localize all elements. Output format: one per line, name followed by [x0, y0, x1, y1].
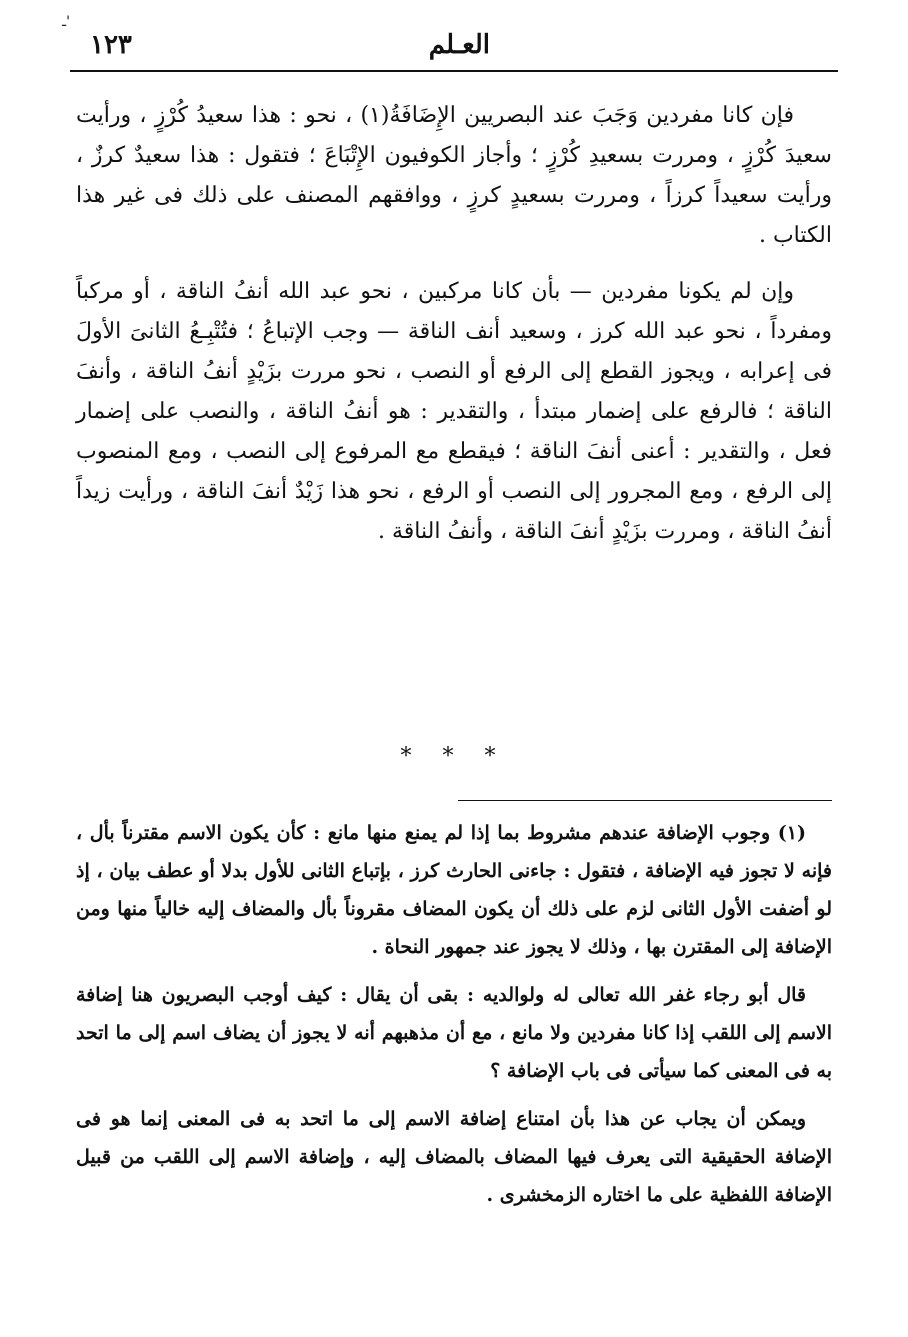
section-separator: * * *	[400, 744, 508, 769]
footnote-answer: ويمكن أن يجاب عن هذا بأن امتناع إضافة الاسم إلى ما اتحد به فى المعنى إنما هو فى الإضافة الحقيقية التى يعرف فيها المضاف بالمضاف إليه ، وإضافة الاسم إلى اللقب من قبيل الإضافة اللفظية على ما اختاره الزمخشرى .	[76, 1108, 832, 1206]
corner-mark: ـ'	[62, 14, 70, 30]
running-title: العـلم	[428, 30, 490, 60]
paragraph-2: وإن لم يكونا مفردين — بأن كانا مركبين ، نحو عبد الله أنفُ الناقة ، أو مركباً ومفرداً ، نحو عبد الله كرز ، وسعيد أنف الناقة — وجب الإتباعُ ؛ فتُتْبِـعُ الثانىَ الأولَ فى إعرابه ، ويجوز القطع إلى الرفع أو النصب ، نحو مررت بزَيْدٍ أنفُ الناقة ، وأنفَ الناقة ؛ فالرفع على إضمار مبتدأ ، والتقدير : هو أنفُ الناقة ، والنصب على إضمار فعل ، والتقدير : أعنى أنفَ الناقة ؛ فيقطع مع المرفوع إلى النصب ، ومع المنصوب إلى الرفع ، ومع المجرور إلى النصب أو الرفع ، نحو هذا زَيْدٌ أنفَ الناقة ، ورأيت زيداً أنفُ الناقة ، ومررت بزَيْدٍ أنفَ الناقة ، وأنفُ الناقة .	[76, 279, 832, 544]
page-number: ١٢٣	[90, 30, 132, 60]
page-header	[70, 30, 838, 70]
footnote-1: (١) وجوب الإضافة عندهم مشروط بما إذا لم يمنع منها مانع : كأن يكون الاسم مقترناً بأل ، فإنه لا تجوز فيه الإضافة ، فتقول : جاءنى الحارث كرز ، بإتباع الثانى للأول بدلا أو عطف بيان ، إذ لو أضفت الأول الثانى لزم على ذلك أن يكون المضاف مقروناً بأل والمضاف إليه خالياً منها ومن الإضافة إلى المقترن بها ، وذلك لا يجوز عند جمهور النحاة .	[76, 822, 832, 958]
header-rule	[70, 70, 838, 72]
footnotes	[76, 814, 832, 1214]
footnote-commentary: قال أبو رجاء غفر الله تعالى له ولوالديه : بقى أن يقال : كيف أوجب البصريون هنا إضافة الاسم إلى اللقب إذا كانا مفردين ولا مانع ، مع أن مذهبهم أنه لا يجوز أن يضاف اسم إلى ما اتحد به فى المعنى كما سيأتى فى باب الإضافة ؟	[76, 984, 832, 1082]
paragraph-1: فإن كانا مفردين وَجَبَ عند البصريين الإِضَافَةُ(١) ، نحو : هذا سعيدُ كُرْزٍ ، ورأيت سعيدَ كُرْزٍ ، ومررت بسعيدِ كُرْزٍ ؛ وأجاز الكوفيون الإِتْبَاعَ ؛ فتقول : هذا سعيدٌ كرزٌ ، ورأيت سعيداً كرزاً ، ومررت بسعيدٍ كرزٍ ، ووافقهم المصنف على ذلك فى غير هذا الكتاب .	[76, 103, 832, 248]
main-text	[76, 96, 832, 552]
footnote-rule	[458, 800, 832, 801]
